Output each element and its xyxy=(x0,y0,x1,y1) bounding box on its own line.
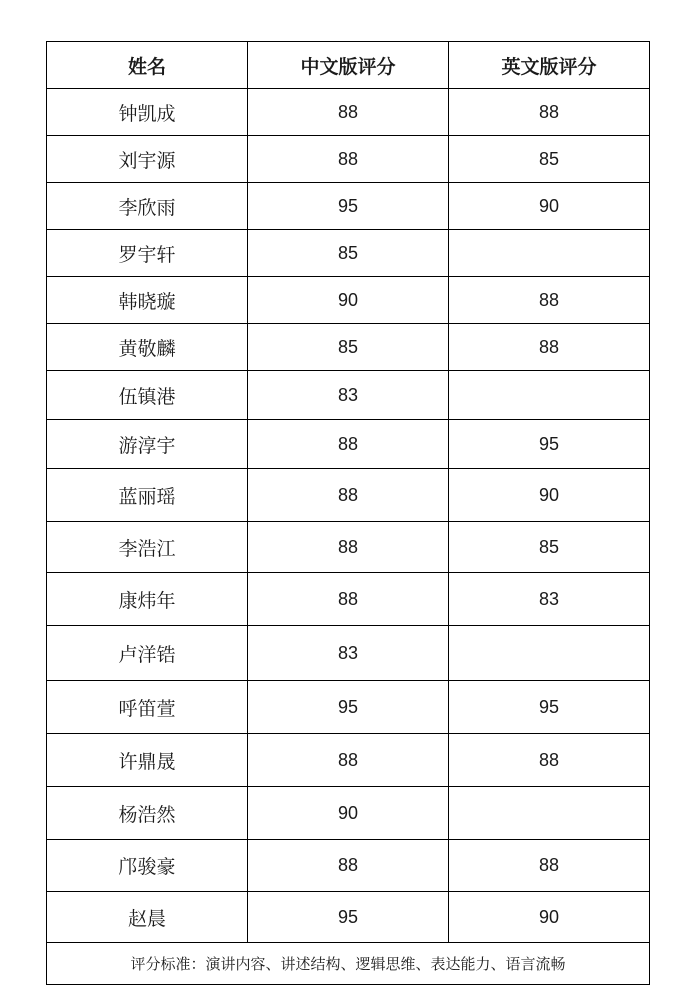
chinese-score: 95 xyxy=(248,681,449,734)
english-score: 88 xyxy=(449,734,650,787)
note-row xyxy=(47,943,650,985)
student-name: 许鼎晟 xyxy=(47,734,248,787)
table-row xyxy=(47,371,650,420)
chinese-score: 88 xyxy=(248,840,449,892)
english-score: 85 xyxy=(449,522,650,573)
chinese-score: 88 xyxy=(248,522,449,573)
table-row xyxy=(47,324,650,371)
chinese-score: 83 xyxy=(248,626,449,681)
student-name: 韩晓璇 xyxy=(47,277,248,324)
chinese-score: 88 xyxy=(248,420,449,469)
table-row xyxy=(47,840,650,892)
chinese-score: 95 xyxy=(248,892,449,943)
chinese-score: 83 xyxy=(248,371,449,420)
student-name: 邝骏豪 xyxy=(47,840,248,892)
table-row xyxy=(47,136,650,183)
score-table xyxy=(46,41,650,985)
table-row xyxy=(47,681,650,734)
header-row xyxy=(47,42,650,89)
table-row xyxy=(47,573,650,626)
english-score: 90 xyxy=(449,183,650,230)
english-score xyxy=(449,787,650,840)
table-row xyxy=(47,469,650,522)
header-name: 姓名 xyxy=(47,42,248,89)
student-name: 卢洋锆 xyxy=(47,626,248,681)
english-score xyxy=(449,371,650,420)
student-name: 蓝丽瑶 xyxy=(47,469,248,522)
chinese-score: 88 xyxy=(248,469,449,522)
student-name: 呼笛萱 xyxy=(47,681,248,734)
student-name: 伍镇港 xyxy=(47,371,248,420)
student-name: 刘宇源 xyxy=(47,136,248,183)
header-english-score: 英文版评分 xyxy=(449,42,650,89)
chinese-score: 90 xyxy=(248,787,449,840)
chinese-score: 88 xyxy=(248,136,449,183)
student-name: 黄敬麟 xyxy=(47,324,248,371)
student-name: 赵晨 xyxy=(47,892,248,943)
english-score: 95 xyxy=(449,681,650,734)
english-score: 90 xyxy=(449,469,650,522)
english-score xyxy=(449,230,650,277)
student-name: 钟凯成 xyxy=(47,89,248,136)
table-row xyxy=(47,892,650,943)
table-row xyxy=(47,522,650,573)
english-score: 88 xyxy=(449,840,650,892)
student-name: 康炜年 xyxy=(47,573,248,626)
english-score: 83 xyxy=(449,573,650,626)
table-row xyxy=(47,787,650,840)
english-score: 88 xyxy=(449,324,650,371)
table-row xyxy=(47,734,650,787)
chinese-score: 88 xyxy=(248,89,449,136)
english-score xyxy=(449,626,650,681)
table-row xyxy=(47,277,650,324)
english-score: 85 xyxy=(449,136,650,183)
chinese-score: 88 xyxy=(248,734,449,787)
chinese-score: 85 xyxy=(248,324,449,371)
table-row xyxy=(47,89,650,136)
english-score: 95 xyxy=(449,420,650,469)
chinese-score: 95 xyxy=(248,183,449,230)
student-name: 李欣雨 xyxy=(47,183,248,230)
chinese-score: 85 xyxy=(248,230,449,277)
student-name: 杨浩然 xyxy=(47,787,248,840)
chinese-score: 90 xyxy=(248,277,449,324)
table-row xyxy=(47,626,650,681)
student-name: 罗宇轩 xyxy=(47,230,248,277)
table-row xyxy=(47,420,650,469)
english-score: 90 xyxy=(449,892,650,943)
student-name: 李浩江 xyxy=(47,522,248,573)
english-score: 88 xyxy=(449,277,650,324)
header-chinese-score: 中文版评分 xyxy=(248,42,449,89)
table-row xyxy=(47,183,650,230)
table-row xyxy=(47,230,650,277)
english-score: 88 xyxy=(449,89,650,136)
student-name: 游淳宇 xyxy=(47,420,248,469)
chinese-score: 88 xyxy=(248,573,449,626)
scoring-criteria-note: 评分标准：演讲内容、讲述结构、逻辑思维、表达能力、语言流畅 xyxy=(47,943,650,985)
